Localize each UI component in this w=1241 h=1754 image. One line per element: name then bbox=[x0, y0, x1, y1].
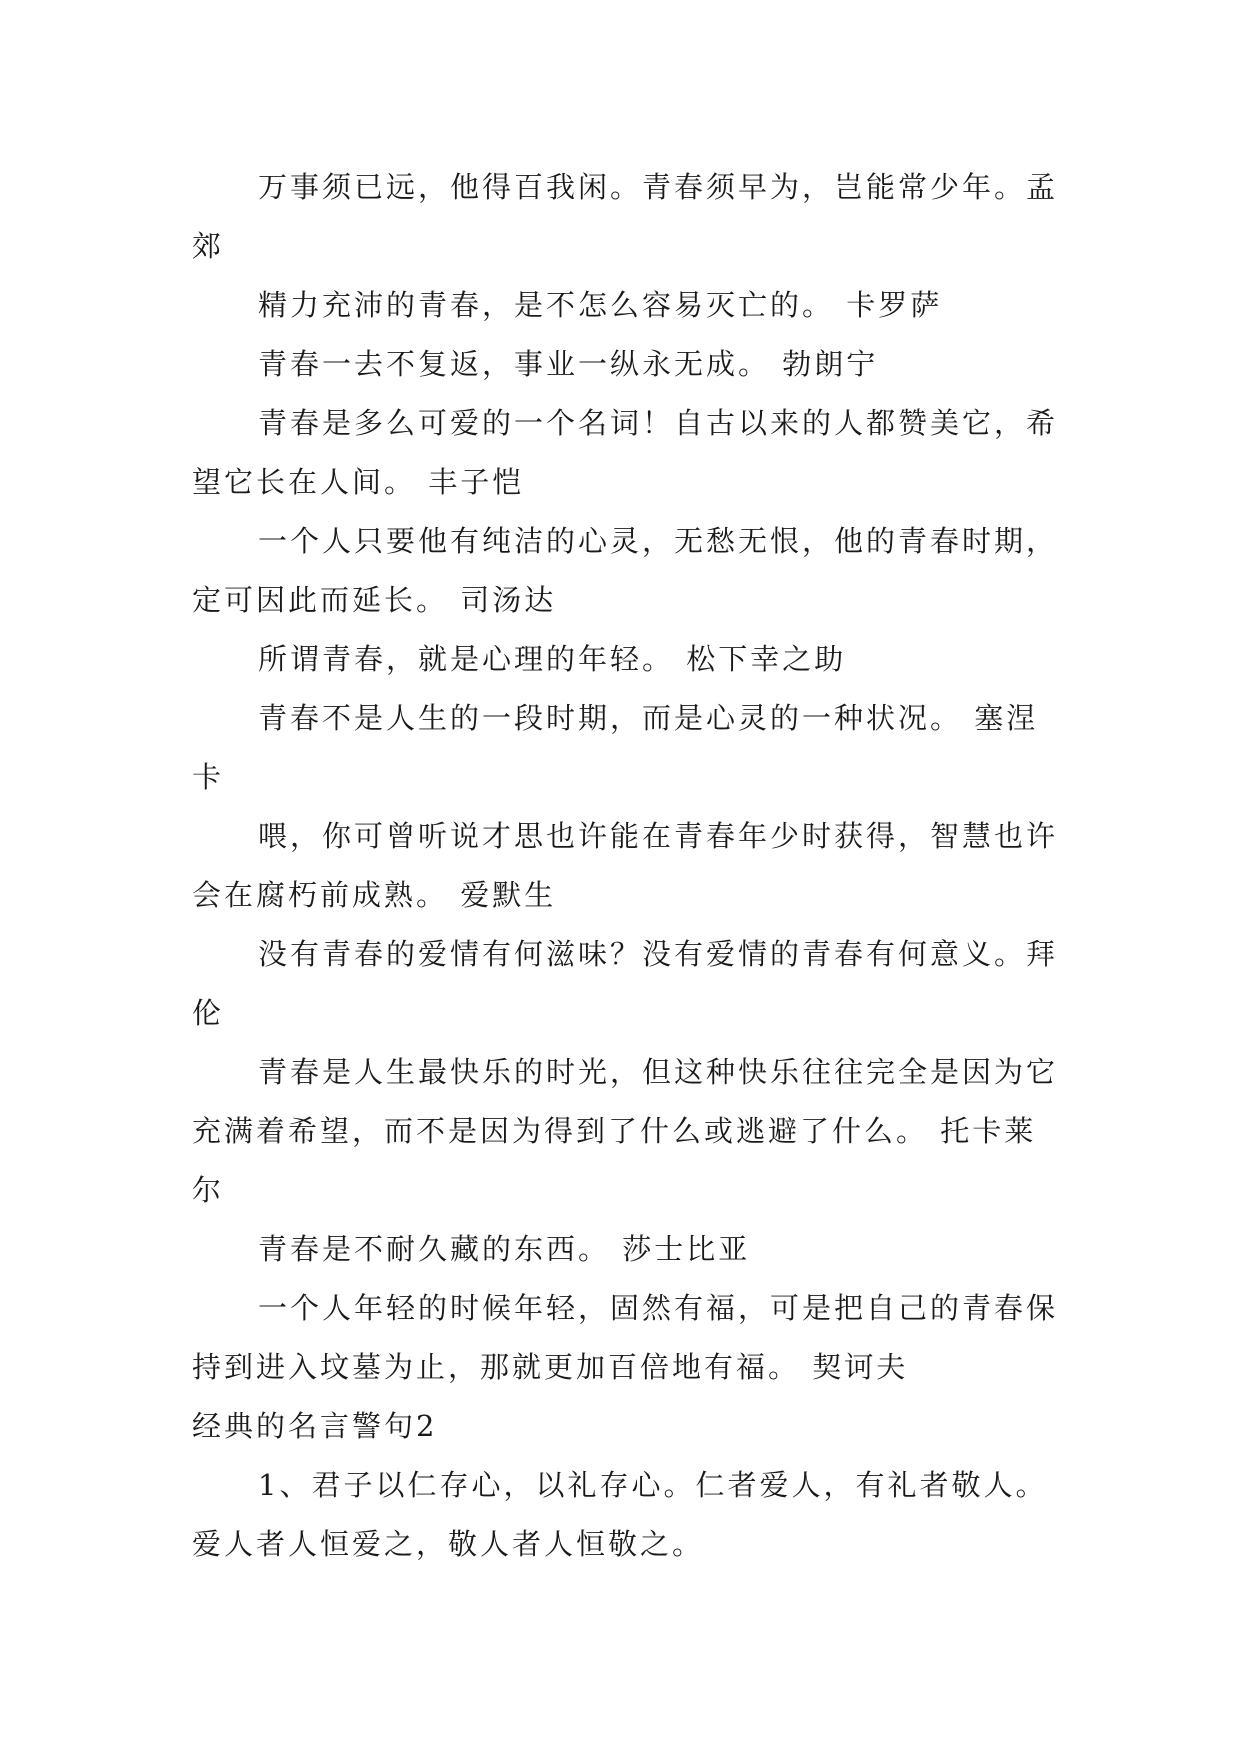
quote-paragraph: 青春是人生最快乐的时光，但这种快乐往往完全是因为它充满着希望，而不是因为得到了什么或逃避了什么。 托卡莱尔 bbox=[192, 1055, 1059, 1207]
quote-paragraph: 青春不是人生的一段时期，而是心灵的一种状况。 塞涅卡 bbox=[192, 701, 1039, 794]
section-heading: 经典的名言警句2 bbox=[192, 1409, 438, 1443]
quote-paragraph: 1、君子以仁存心，以礼存心。仁者爱人，有礼者敬人。爱人者人恒爱之，敬人者人恒敬之。 bbox=[192, 1468, 1048, 1561]
quote-paragraph: 精力充沛的青春，是不怎么容易灭亡的。 卡罗萨 bbox=[258, 288, 943, 322]
quote-paragraph: 喂，你可曾听说才思也许能在青春年少时获得，智慧也许会在腐朽前成熟。 爱默生 bbox=[192, 819, 1059, 912]
quote-paragraph: 一个人只要他有纯洁的心灵，无愁无恨，他的青春时期，定可因此而延长。 司汤达 bbox=[192, 524, 1059, 617]
quote-paragraph: 青春是多么可爱的一个名词！自古以来的人都赞美它，希望它长在人间。 丰子恺 bbox=[192, 406, 1059, 499]
quote-paragraph: 青春一去不复返，事业一纵永无成。 勃朗宁 bbox=[258, 347, 879, 381]
quote-paragraph: 青春是不耐久藏的东西。 莎士比亚 bbox=[258, 1232, 751, 1266]
quote-paragraph: 万事须已远，他得百我闲。青春须早为，岂能常少年。孟郊 bbox=[192, 170, 1059, 263]
quote-paragraph: 所谓青春，就是心理的年轻。 松下幸之助 bbox=[258, 642, 847, 676]
document-body bbox=[192, 158, 1062, 1574]
quote-paragraph: 一个人年轻的时候年轻，固然有福，可是把自己的青春保持到进入坟墓为止，那就更加百倍地有福。 契诃夫 bbox=[192, 1291, 1059, 1384]
quote-paragraph: 没有青春的爱情有何滋味？没有爱情的青春有何意义。拜伦 bbox=[192, 937, 1059, 1030]
